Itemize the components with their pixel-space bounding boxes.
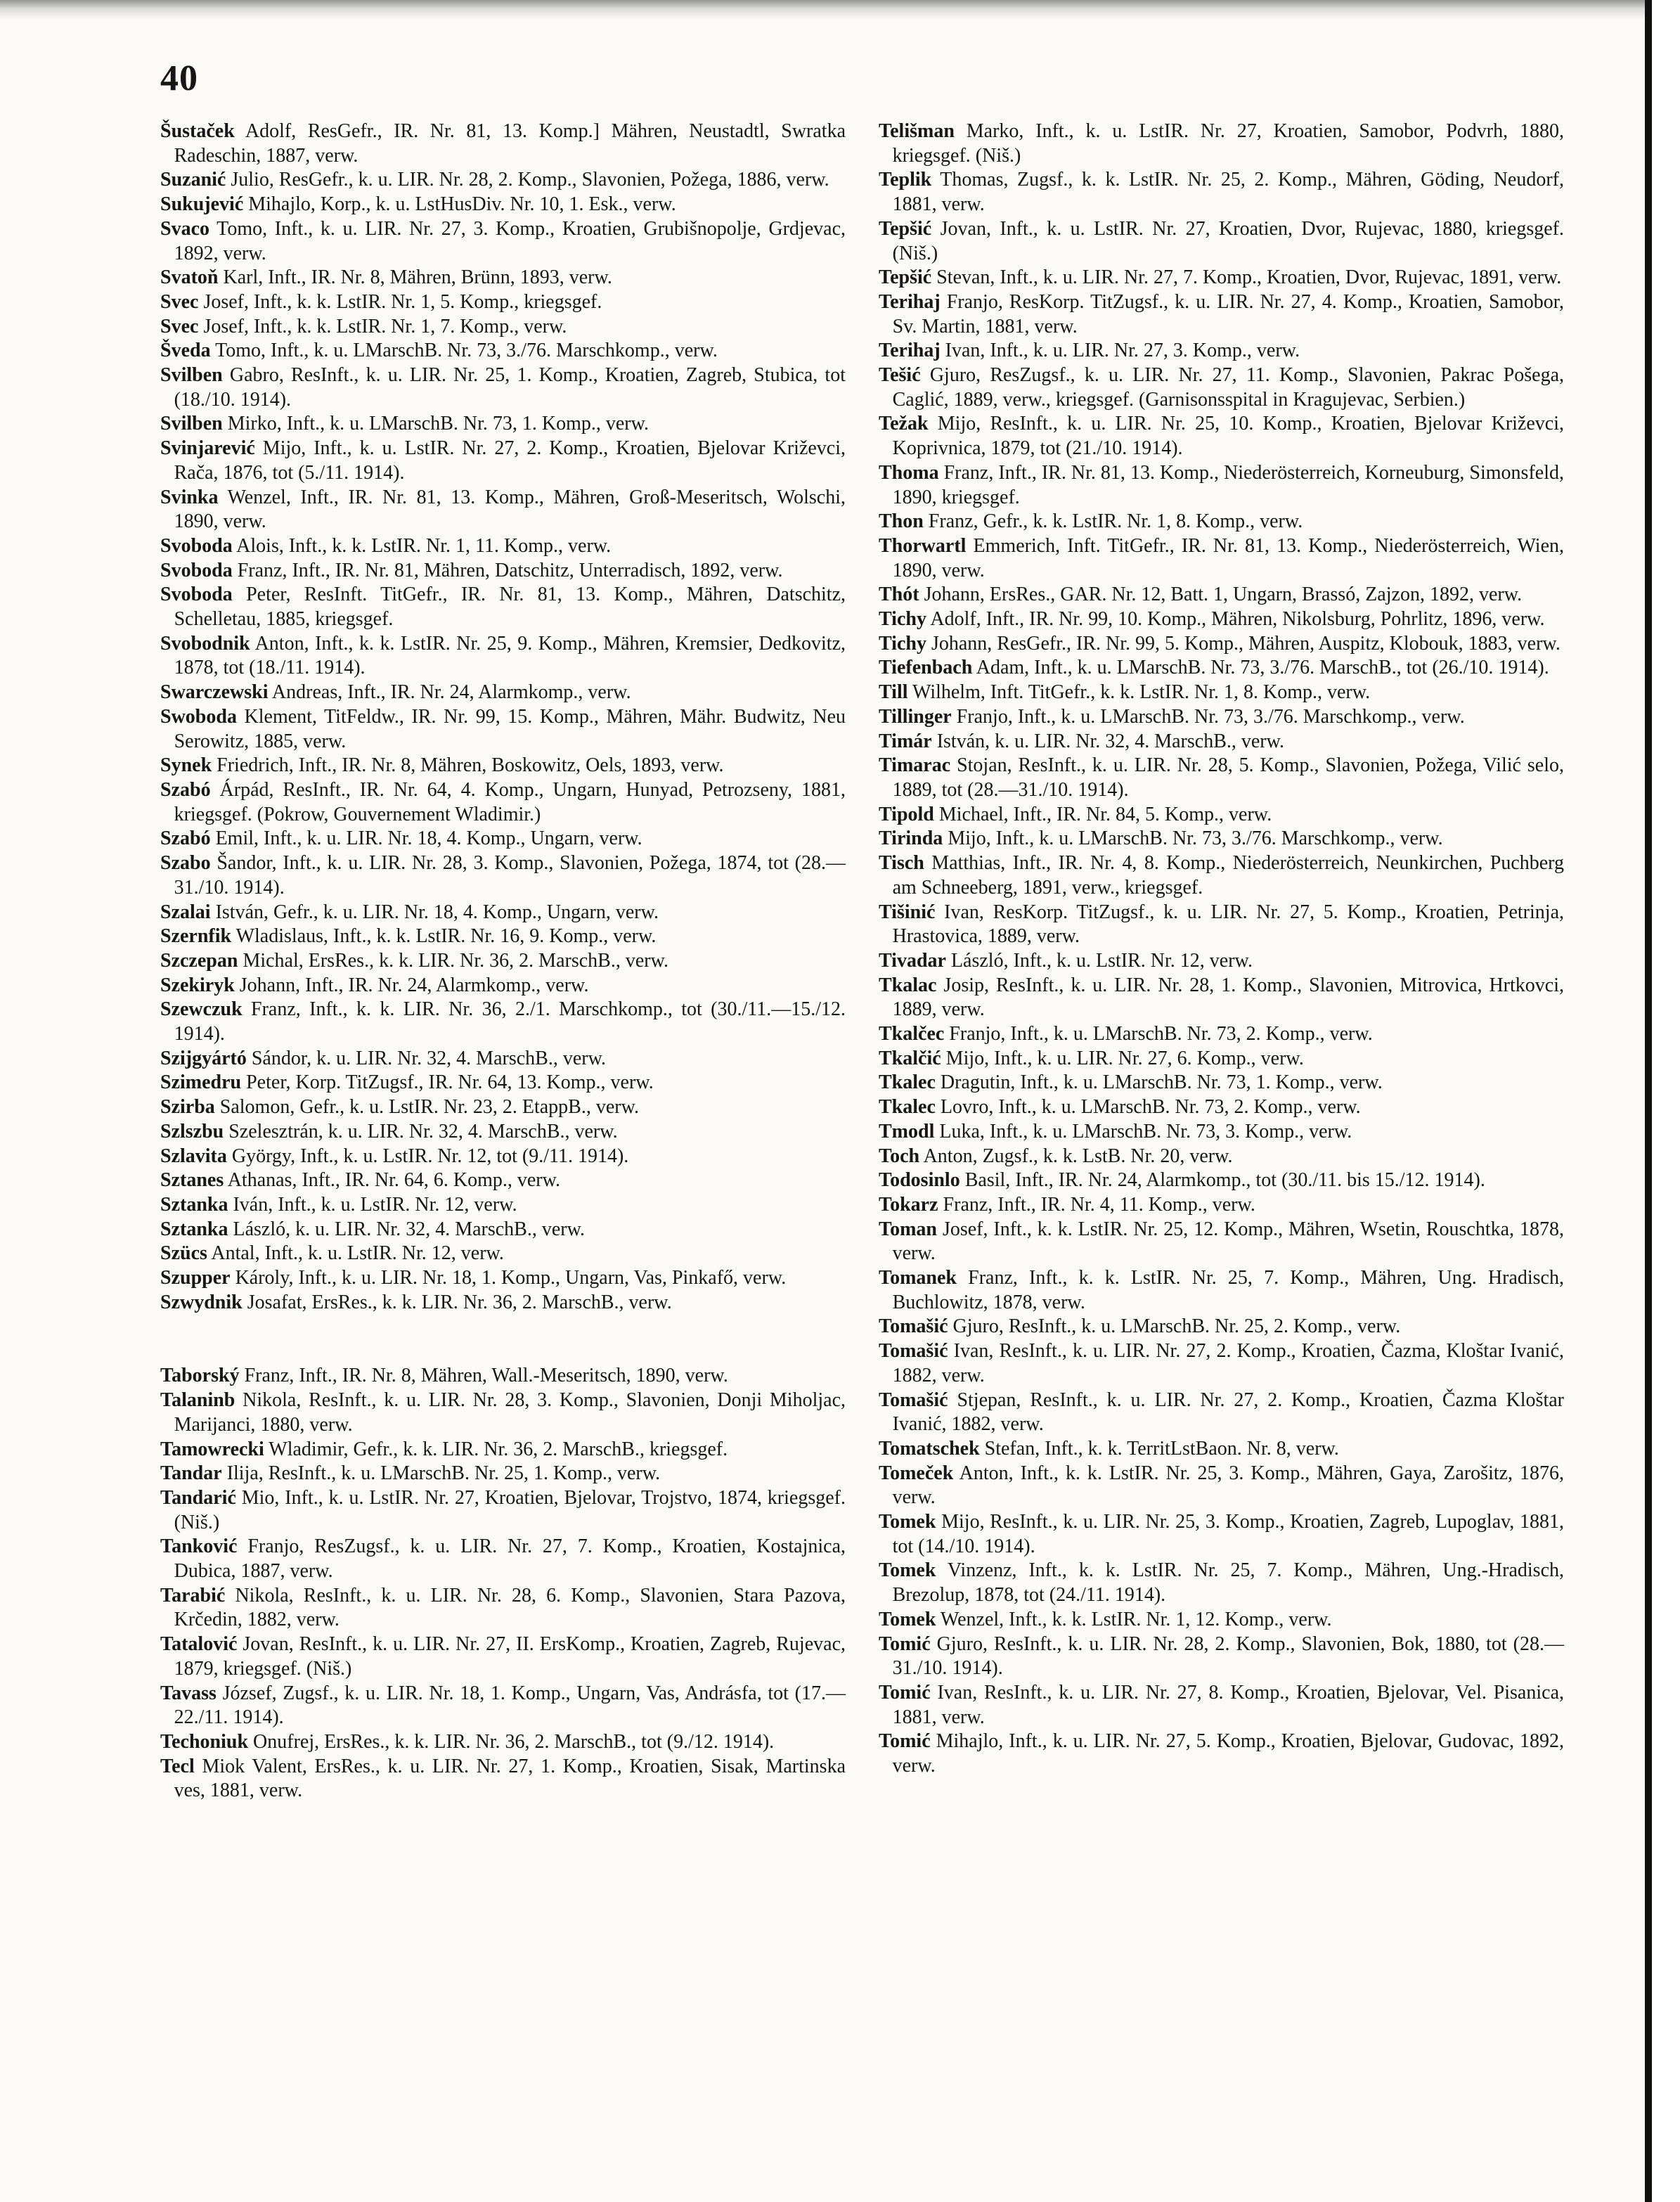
entry-details: Athanas, Inft., IR. Nr. 64, 6. Komp., verw. <box>224 1169 561 1192</box>
entry-details: László, k. u. LIR. Nr. 32, 4. MarschB., verw. <box>228 1218 586 1240</box>
entry-details: Adolf, Inft., IR. Nr. 99, 10. Komp., Mähren, Nikolsburg, Pohrlitz, 1896, verw. <box>926 608 1545 631</box>
entry-details: Árpád, ResInft., IR. Nr. 64, 4. Komp., Ungarn, Hunyad, Petrozseny, 1881, kriegsgef. (Pokrow, Gouvernement Wladimir.) <box>174 778 846 825</box>
list-entry <box>879 607 1564 632</box>
list-entry <box>160 437 846 485</box>
list-entry <box>879 1095 1564 1120</box>
entry-details: Stojan, ResInft., k. u. LIR. Nr. 28, 5. Komp., Slavonien, Požega, Vilić selo, 1889, tot (28.—31./10. 1914). <box>892 754 1564 801</box>
surname: Tomatschek <box>879 1437 980 1460</box>
list-entry <box>160 339 846 363</box>
entry-details: Onufrej, ErsRes., k. k. LIR. Nr. 36, 2. MarschB., tot (9./12. 1914). <box>248 1731 775 1753</box>
surname: Terihaj <box>879 290 941 313</box>
list-entry <box>879 1389 1564 1437</box>
surname: Szczepan <box>160 949 238 972</box>
surname: Tomek <box>879 1608 936 1630</box>
surname: Szwydnik <box>160 1291 243 1313</box>
entry-details: Gabro, ResInft., k. u. LIR. Nr. 25, 1. Komp., Kroatien, Zagreb, Stubica, tot (18./10. 1914). <box>174 364 846 411</box>
entry-details: Johann, Inft., IR. Nr. 24, Alarmkomp., verw. <box>234 974 589 996</box>
list-entry <box>160 486 846 534</box>
list-entry <box>160 1730 846 1755</box>
entry-details: Ivan, ResInft., k. u. LIR. Nr. 27, 2. Komp., Kroatien, Čazma, Kloštar Ivanić, 1882, verw. <box>892 1340 1564 1386</box>
list-entry <box>160 681 846 705</box>
entry-details: Ilija, ResInft., k. u. LMarschB. Nr. 25, 1. Komp., verw. <box>221 1462 661 1485</box>
list-entry <box>160 925 846 949</box>
surname: Szalai <box>160 901 211 923</box>
surname: Tišinić <box>879 901 936 923</box>
surname: Sztanes <box>160 1169 224 1192</box>
list-entry <box>879 1315 1564 1339</box>
list-entry <box>879 266 1564 290</box>
entry-details: Franz, Inft., IR. Nr. 81, Mähren, Datschitz, Unterradisch, 1892, verw. <box>232 559 783 581</box>
list-entry <box>879 1145 1564 1169</box>
surname: Svaco <box>160 217 209 240</box>
list-entry <box>879 217 1564 266</box>
surname: Tamowrecki <box>160 1438 264 1460</box>
list-entry <box>879 730 1564 754</box>
list-entry <box>160 168 846 193</box>
surname: Tirinda <box>879 828 943 850</box>
entry-details: Friedrich, Inft., IR. Nr. 8, Mähren, Boskowitz, Oels, 1893, verw. <box>212 754 724 777</box>
surname: Szlszbu <box>160 1120 224 1142</box>
entry-details: Marko, Inft., k. u. LstIR. Nr. 27, Kroatien, Samobor, Podvrh, 1880, kriegsgef. (Niš.) <box>892 120 1564 167</box>
entry-details: Wenzel, Inft., k. k. LstIR. Nr. 1, 12. Komp., verw. <box>936 1608 1332 1630</box>
surname: Thót <box>879 584 919 606</box>
list-entry <box>879 1633 1564 1681</box>
surname: Sukujević <box>160 193 244 216</box>
surname: Tichy <box>879 632 926 655</box>
surname: Szupper <box>160 1267 231 1289</box>
entry-details: Franjo, Inft., k. u. LMarschB. Nr. 73, 2. Komp., verw. <box>944 1023 1373 1045</box>
surname: Swoboda <box>160 705 237 728</box>
entry-details: Klement, TitFeldw., IR. Nr. 99, 15. Komp., Mähren, Mähr. Budwitz, Neu Serowitz, 1885, verw. <box>174 705 846 752</box>
surname: Tavass <box>160 1682 217 1704</box>
surname: Tkalac <box>879 974 937 996</box>
list-entry <box>160 827 846 851</box>
list-entry <box>879 1120 1564 1145</box>
surname: Techoniuk <box>160 1731 249 1753</box>
entry-details: Mirko, Inft., k. u. LMarschB. Nr. 73, 1. Komp., verw. <box>222 413 650 435</box>
entry-details: Franz, Inft., k. k. LIR. Nr. 36, 2./1. Marschkomp., tot (30./11.—15./12. 1914). <box>174 998 846 1045</box>
list-entry <box>160 266 846 290</box>
surname: Svilben <box>160 364 223 387</box>
list-entry <box>879 632 1564 657</box>
entry-details: Franz, Gefr., k. k. LstIR. Nr. 1, 8. Komp., verw. <box>923 510 1303 533</box>
entry-details: Wladimir, Gefr., k. k. LIR. Nr. 36, 2. MarschB., kriegsgef. <box>264 1438 728 1460</box>
surname: Szewczuk <box>160 998 243 1021</box>
surname: Svinka <box>160 486 219 508</box>
surname: Tiefenbach <box>879 657 973 679</box>
list-entry <box>160 217 846 266</box>
list-entry <box>160 1266 846 1291</box>
surname: Svoboda <box>160 559 233 581</box>
surname: Telišman <box>879 120 955 142</box>
list-entry <box>160 901 846 925</box>
list-entry <box>879 1266 1564 1315</box>
list-entry <box>879 1168 1564 1193</box>
list-entry <box>879 1339 1564 1388</box>
list-entry <box>160 1755 846 1803</box>
entry-details: Vinzenz, Inft., k. k. LstIR. Nr. 25, 7. Komp., Mähren, Ung.-Hradisch, Brezolup, 1878, tot (24./11. 1914). <box>892 1559 1564 1607</box>
surname: Svinjarević <box>160 437 255 460</box>
list-entry <box>879 363 1564 412</box>
surname: Tkalčić <box>879 1047 941 1069</box>
list-entry <box>879 290 1564 339</box>
surname: Thorwartl <box>879 534 967 557</box>
list-entry <box>879 656 1564 681</box>
surname: Šveda <box>160 340 211 362</box>
entry-details: Stjepan, ResInft., k. u. LIR. Nr. 27, 2. Komp., Kroatien, Čazma Kloštar Ivanić, 1882, verw. <box>892 1389 1564 1436</box>
surname: Težak <box>879 413 929 435</box>
surname: Tepšić <box>879 217 932 240</box>
entry-details: László, Inft., k. u. LstIR. Nr. 12, verw. <box>945 949 1253 972</box>
entry-details: Mijo, ResInft., k. u. LIR. Nr. 25, 3. Komp., Kroatien, Zagreb, Lupoglav, 1881, tot (14./10. 1914). <box>892 1511 1564 1557</box>
list-entry <box>879 1730 1564 1778</box>
entry-details: Karl, Inft., IR. Nr. 8, Mähren, Brünn, 1893, verw. <box>218 266 612 289</box>
list-entry <box>160 754 846 778</box>
entry-details: Matthias, Inft., IR. Nr. 4, 8. Komp., Niederösterreich, Neunkirchen, Puchberg am Schneeberg, 1891, verw., kriegsgef. <box>892 852 1564 899</box>
entry-details: Tomo, Inft., k. u. LMarschB. Nr. 73, 3./76. Marschkomp., verw. <box>210 340 718 362</box>
entry-details: Franjo, Inft., k. u. LMarschB. Nr. 73, 3./76. Marschkomp., verw. <box>951 705 1465 728</box>
entry-details: Luka, Inft., k. u. LMarschB. Nr. 73, 3. Komp., verw. <box>934 1120 1352 1142</box>
list-entry <box>160 193 846 217</box>
entry-details: Emil, Inft., k. u. LIR. Nr. 18, 4. Komp., Ungarn, verw. <box>210 828 642 850</box>
surname: Tomašić <box>879 1315 948 1338</box>
entry-details: Anton, Inft., k. k. LstIR. Nr. 25, 9. Komp., Mähren, Kremsier, Dedkovitz, 1878, tot (18./11. 1914). <box>174 632 846 679</box>
surname: Tivadar <box>879 949 946 972</box>
surname: Szabo <box>160 852 211 875</box>
entry-details: Tomo, Inft., k. u. LIR. Nr. 27, 3. Komp., Kroatien, Grubišnopolje, Grdjevac, 1892, verw. <box>174 217 846 264</box>
surname: Tešić <box>879 364 921 387</box>
list-entry <box>879 1193 1564 1218</box>
list-entry <box>879 974 1564 1022</box>
entry-details: Sándor, k. u. LIR. Nr. 32, 4. MarschB., verw. <box>246 1047 606 1069</box>
list-entry <box>879 583 1564 607</box>
surname: Szimedru <box>160 1071 242 1094</box>
list-entry <box>160 778 846 827</box>
entry-details: Josef, Inft., k. k. LstIR. Nr. 1, 5. Komp., kriegsgef. <box>198 290 602 313</box>
list-entry <box>879 803 1564 828</box>
list-entry <box>879 120 1564 168</box>
surname: Tillinger <box>879 705 952 728</box>
surname: Tisch <box>879 852 924 875</box>
entry-details: Mijo, ResInft., k. u. LIR. Nr. 25, 10. Komp., Kroatien, Bjelovar Križevci, Koprivnica, 1879, tot (21./10. 1914). <box>892 413 1564 460</box>
list-entry <box>160 315 846 340</box>
surname: Tandar <box>160 1462 222 1485</box>
list-entry <box>160 1047 846 1071</box>
list-entry <box>160 583 846 631</box>
entry-details: Stevan, Inft., k. u. LIR. Nr. 27, 7. Komp., Kroatien, Dvor, Rujevac, 1891, verw. <box>931 266 1562 289</box>
list-entry <box>160 1438 846 1462</box>
surname: Svoboda <box>160 534 233 557</box>
surname: Tokarz <box>879 1193 938 1216</box>
entry-details: Franjo, ResKorp. TitZugsf., k. u. LIR. Nr. 27, 4. Komp., Kroatien, Samobor, Sv. Martin, 1881, verw. <box>892 290 1564 337</box>
list-entry <box>879 461 1564 510</box>
scan-border <box>1645 0 1652 2202</box>
entry-details: Franz, Inft., IR. Nr. 81, 13. Komp., Niederösterreich, Korneuburg, Simonsfeld, 1890, kriegsgef. <box>892 461 1564 508</box>
surname: Timarac <box>879 754 951 777</box>
entry-details: Josip, ResInft., k. u. LIR. Nr. 28, 1. Komp., Slavonien, Mitrovica, Hrtkovci, 1889, verw. <box>892 974 1564 1021</box>
surname: Tepšić <box>879 266 932 289</box>
entry-details: Mio, Inft., k. u. LstIR. Nr. 27, Kroatien, Bjelovar, Trojstvo, 1874, kriegsgef. (Niš.) <box>174 1486 846 1533</box>
entry-details: Mihajlo, Inft., k. u. LIR. Nr. 27, 5. Komp., Kroatien, Bjelovar, Gudovac, 1892, verw. <box>892 1730 1564 1777</box>
list-entry <box>160 1535 846 1583</box>
entry-details: Iván, Inft., k. u. LstIR. Nr. 12, verw. <box>228 1193 517 1216</box>
entry-details: Gjuro, ResInft., k. u. LIR. Nr. 28, 2. Komp., Slavonien, Bok, 1880, tot (28.—31./10. 1914). <box>892 1633 1564 1680</box>
entry-details: Emmerich, Inft. TitGefr., IR. Nr. 81, 13. Komp., Niederösterreich, Wien, 1890, verw. <box>892 534 1564 581</box>
surname: Tomić <box>879 1633 931 1655</box>
list-entry <box>160 1218 846 1242</box>
surname: Tanković <box>160 1535 238 1558</box>
surname: Thon <box>879 510 924 533</box>
surname: Tomić <box>879 1730 931 1753</box>
list-entry <box>160 1095 846 1120</box>
entry-details: Salomon, Gefr., k. u. LstIR. Nr. 23, 2. EtappB., verw. <box>214 1096 640 1119</box>
surname: Toman <box>879 1218 938 1240</box>
entry-details: Mijo, Inft., k. u. LMarschB. Nr. 73, 3./76. Marschkomp., verw. <box>943 828 1443 850</box>
list-entry <box>160 1168 846 1193</box>
surname: Toch <box>879 1145 920 1167</box>
entry-details: Šandor, Inft., k. u. LIR. Nr. 28, 3. Komp., Slavonien, Požega, 1874, tot (28.—31./10. 1914). <box>174 852 846 899</box>
surname: Talaninb <box>160 1389 235 1412</box>
entry-details: Franz, Inft., IR. Nr. 4, 11. Komp., verw. <box>938 1193 1255 1216</box>
entry-details: Julio, ResGefr., k. u. LIR. Nr. 28, 2. Komp., Slavonien, Požega, 1886, verw. <box>226 169 829 191</box>
list-entry <box>879 754 1564 802</box>
surname: Tkalčec <box>879 1023 945 1045</box>
list-entry <box>879 1608 1564 1633</box>
surname: Timár <box>879 730 932 752</box>
list-entry <box>879 705 1564 730</box>
list-entry <box>160 1193 846 1218</box>
entry-details: Jovan, ResInft., k. u. LIR. Nr. 27, II. ErsKomp., Kroatien, Zagreb, Rujevac, 1879, kriegsgef. (Niš.) <box>174 1633 846 1680</box>
surname: Thoma <box>879 461 939 484</box>
list-entry <box>160 1389 846 1437</box>
list-entry <box>879 949 1564 974</box>
entry-details: Ivan, ResKorp. TitZugsf., k. u. LIR. Nr. 27, 5. Komp., Kroatien, Petrinja, Hrastovica, 1889, verw. <box>892 901 1564 948</box>
entry-details: Johann, ResGefr., IR. Nr. 99, 5. Komp., Mähren, Auspitz, Klobouk, 1883, verw. <box>926 632 1561 655</box>
entry-details: Ivan, Inft., k. u. LIR. Nr. 27, 3. Komp., verw. <box>940 340 1300 362</box>
entry-details: Miok Valent, ErsRes., k. u. LIR. Nr. 27, 1. Komp., Kroatien, Sisak, Martinska ves, 1881, verw. <box>174 1755 846 1802</box>
list-entry <box>879 827 1564 851</box>
surname: Tkalec <box>879 1071 936 1094</box>
surname: Tomašić <box>879 1389 948 1411</box>
list-entry <box>879 1510 1564 1559</box>
list-entry <box>879 510 1564 534</box>
surname: Szijgyártó <box>160 1047 247 1069</box>
list-entry <box>879 412 1564 461</box>
surname: Tomašić <box>879 1340 948 1363</box>
list-entry <box>160 1145 846 1169</box>
list-entry <box>879 1071 1564 1095</box>
list-entry <box>879 851 1564 900</box>
entry-details: Nikola, ResInft., k. u. LIR. Nr. 28, 6. Komp., Slavonien, Stara Pazova, Krčedin, 1882, verw. <box>174 1584 846 1631</box>
list-entry <box>879 534 1564 583</box>
entry-details: Josef, Inft., k. k. LstIR. Nr. 25, 12. Komp., Mähren, Wsetin, Rouschtka, 1878, verw. <box>892 1218 1564 1265</box>
entry-details: Gjuro, ResZugsf., k. u. LIR. Nr. 27, 11. Komp., Slavonien, Pakrac Pošega, Caglić, 1889, verw., kriegsgef. (Garnisonsspital in Kragujevac, Serbien.) <box>892 364 1564 411</box>
surname: Teplik <box>879 169 932 191</box>
list-entry <box>160 1071 846 1095</box>
surname: Szernfik <box>160 925 232 948</box>
entry-details: György, Inft., k. u. LstIR. Nr. 12, tot (9./11. 1914). <box>226 1145 629 1167</box>
list-entry <box>160 559 846 584</box>
list-entry <box>160 1486 846 1535</box>
surname: Todosinlo <box>879 1169 960 1192</box>
entry-details: Franz, Inft., k. k. LstIR. Nr. 25, 7. Komp., Mähren, Ung. Hradisch, Buchlowitz, 1878, verw. <box>892 1267 1564 1313</box>
entry-details: Mihajlo, Korp., k. u. LstHusDiv. Nr. 10, 1. Esk., verw. <box>243 193 676 216</box>
entry-details: Wenzel, Inft., IR. Nr. 81, 13. Komp., Mähren, Groß-Meseritsch, Wolschi, 1890, verw. <box>174 486 846 533</box>
surname: Svec <box>160 290 199 313</box>
list-entry <box>160 974 846 998</box>
entry-details: Michael, Inft., IR. Nr. 84, 5. Komp., verw. <box>933 803 1272 825</box>
list-entry <box>160 1633 846 1681</box>
surname: Tandarić <box>160 1486 236 1509</box>
surname: Svec <box>160 315 199 337</box>
surname: Tomić <box>879 1682 931 1704</box>
list-entry <box>160 1291 846 1315</box>
surname: Šustaček <box>160 120 235 142</box>
list-entry <box>160 534 846 559</box>
list-entry <box>160 290 846 315</box>
entry-details: Jovan, Inft., k. u. LstIR. Nr. 27, Kroatien, Dvor, Rujevac, 1880, kriegsgef. (Niš.) <box>892 217 1564 264</box>
list-entry <box>879 1462 1564 1510</box>
entry-details: Josef, Inft., k. k. LstIR. Nr. 1, 7. Komp., verw. <box>198 315 567 337</box>
list-entry <box>160 120 846 168</box>
entry-details: Johann, ErsRes., GAR. Nr. 12, Batt. 1, Ungarn, Brassó, Zajzon, 1892, verw. <box>919 584 1523 606</box>
surname: Svatoň <box>160 266 219 289</box>
entry-details: Lovro, Inft., k. u. LMarschB. Nr. 73, 2. Komp., verw. <box>935 1096 1361 1119</box>
surname: Svobodnik <box>160 632 250 655</box>
surname: Taborský <box>160 1365 240 1387</box>
entry-details: Dragutin, Inft., k. u. LMarschB. Nr. 73, 1. Komp., verw. <box>935 1071 1383 1094</box>
list-entry <box>879 1559 1564 1607</box>
surname: Tomeček <box>879 1462 954 1484</box>
list-entry <box>160 998 846 1046</box>
list-entry <box>160 412 846 437</box>
section-gap <box>160 1315 846 1364</box>
entry-details: Alois, Inft., k. k. LstIR. Nr. 1, 11. Komp., verw. <box>232 534 612 557</box>
surname: Tomek <box>879 1559 936 1582</box>
entry-details: István, k. u. LIR. Nr. 32, 4. MarschB., verw. <box>931 730 1285 752</box>
entry-details: Anton, Zugsf., k. k. LstB. Nr. 20, verw. <box>919 1145 1233 1167</box>
list-entry <box>879 1047 1564 1071</box>
surname: Swarczewski <box>160 681 269 704</box>
entry-details: Nikola, ResInft., k. u. LIR. Nr. 28, 3. Komp., Slavonien, Donji Miholjac, Marijanci, 1880, verw. <box>174 1389 846 1436</box>
entry-details: Josafat, ErsRes., k. k. LIR. Nr. 36, 2. MarschB., verw. <box>242 1291 672 1313</box>
entry-details: Ivan, ResInft., k. u. LIR. Nr. 27, 8. Komp., Kroatien, Bjelovar, Vel. Pisanica, 1881, verw. <box>892 1682 1564 1728</box>
surname: Svilben <box>160 413 223 435</box>
list-entry <box>160 949 846 974</box>
entry-details: Mijo, Inft., k. u. LstIR. Nr. 27, 2. Komp., Kroatien, Bjelovar Križevci, Rača, 1876, tot (5./11. 1914). <box>174 437 846 484</box>
surname: Tomanek <box>879 1267 957 1289</box>
entry-details: Szelesztrán, k. u. LIR. Nr. 32, 4. MarschB., verw. <box>224 1120 618 1142</box>
surname: Szlavita <box>160 1145 227 1167</box>
list-entry <box>879 339 1564 363</box>
scan-edge <box>0 0 1645 20</box>
surname: Tmodl <box>879 1120 935 1142</box>
entry-details: Thomas, Zugsf., k. k. LstIR. Nr. 25, 2. Komp., Mähren, Göding, Neudorf, 1881, verw. <box>892 169 1564 216</box>
surname: Szücs <box>160 1242 207 1265</box>
list-entry <box>879 1437 1564 1462</box>
surname: Sztanka <box>160 1218 228 1240</box>
list-entry <box>879 168 1564 217</box>
left-column <box>160 120 846 1803</box>
entry-details: Anton, Inft., k. k. LstIR. Nr. 25, 3. Komp., Mähren, Gaya, Zarošitz, 1876, verw. <box>892 1462 1564 1509</box>
surname: Tichy <box>879 608 926 631</box>
list-entry <box>160 1364 846 1389</box>
entry-details: Gjuro, ResInft., k. u. LMarschB. Nr. 25, 2. Komp., verw. <box>948 1315 1401 1338</box>
list-entry <box>879 1218 1564 1266</box>
list-entry <box>160 1584 846 1633</box>
surname: Till <box>879 681 908 704</box>
list-entry <box>879 901 1564 949</box>
surname: Tatalović <box>160 1633 238 1656</box>
entry-details: Basil, Inft., IR. Nr. 24, Alarmkomp., tot (30./11. bis 15./12. 1914). <box>959 1169 1485 1192</box>
list-entry <box>160 1682 846 1730</box>
entry-details: Mijo, Inft., k. u. LIR. Nr. 27, 6. Komp., verw. <box>941 1047 1304 1069</box>
entry-details: Stefan, Inft., k. k. TerritLstBaon. Nr. 8, verw. <box>979 1437 1339 1460</box>
list-entry <box>160 1462 846 1486</box>
list-entry <box>160 1120 846 1145</box>
entry-details: Wilhelm, Inft. TitGefr., k. k. LstIR. Nr. 1, 8. Komp., verw. <box>907 681 1371 704</box>
surname: Terihaj <box>879 340 941 362</box>
surname: Svoboda <box>160 584 233 606</box>
list-entry <box>160 363 846 412</box>
entry-details: István, Gefr., k. u. LIR. Nr. 18, 4. Komp., Ungarn, verw. <box>210 901 659 923</box>
list-entry <box>160 705 846 754</box>
entry-details: Andreas, Inft., IR. Nr. 24, Alarmkomp., verw. <box>268 681 631 704</box>
entry-details: Wladislaus, Inft., k. k. LstIR. Nr. 16, 9. Komp., verw. <box>231 925 657 948</box>
entry-details: Peter, Korp. TitZugsf., IR. Nr. 64, 13. Komp., verw. <box>241 1071 654 1094</box>
surname: Synek <box>160 754 212 777</box>
entry-details: Károly, Inft., k. u. LIR. Nr. 18, 1. Komp., Ungarn, Vas, Pinkafő, verw. <box>230 1267 787 1289</box>
page-number: 40 <box>160 58 198 98</box>
surname: Sztanka <box>160 1193 228 1216</box>
surname: Tipold <box>879 803 934 825</box>
list-entry <box>879 1022 1564 1047</box>
surname: Szabó <box>160 828 211 850</box>
surname: Tomek <box>879 1511 936 1533</box>
entry-details: Adolf, ResGefr., IR. Nr. 81, 13. Komp.] Mähren, Neustadtl, Swratka Radeschin, 1887, verw. <box>174 120 846 167</box>
entry-details: Michal, ErsRes., k. k. LIR. Nr. 36, 2. MarschB., verw. <box>238 949 668 972</box>
surname: Tecl <box>160 1755 195 1777</box>
entry-details: József, Zugsf., k. u. LIR. Nr. 18, 1. Komp., Ungarn, Vas, Andrásfa, tot (17.—22./11. 1914). <box>174 1682 846 1729</box>
surname: Tkalec <box>879 1096 936 1119</box>
list-entry <box>160 632 846 681</box>
surname: Szirba <box>160 1096 215 1119</box>
entry-details: Franz, Inft., IR. Nr. 8, Mähren, Wall.-Meseritsch, 1890, verw. <box>239 1365 728 1387</box>
list-entry <box>160 851 846 900</box>
list-entry <box>879 1681 1564 1730</box>
list-entry <box>160 1242 846 1266</box>
entry-details: Antal, Inft., k. u. LstIR. Nr. 12, verw. <box>207 1242 504 1265</box>
entry-details: Peter, ResInft. TitGefr., IR. Nr. 81, 13. Komp., Mähren, Datschitz, Schelletau, 1885, kriegsgef. <box>174 584 846 631</box>
surname: Szabó <box>160 778 211 801</box>
surname: Suzanić <box>160 169 226 191</box>
surname: Tarabić <box>160 1584 226 1607</box>
right-column <box>879 120 1564 1779</box>
entry-details: Adam, Inft., k. u. LMarschB. Nr. 73, 3./76. MarschB., tot (26./10. 1914). <box>972 657 1549 679</box>
surname: Szekiryk <box>160 974 235 996</box>
entry-details: Franjo, ResZugsf., k. u. LIR. Nr. 27, 7. Komp., Kroatien, Kostajnica, Dubica, 1887, verw. <box>174 1535 846 1583</box>
list-entry <box>879 681 1564 705</box>
